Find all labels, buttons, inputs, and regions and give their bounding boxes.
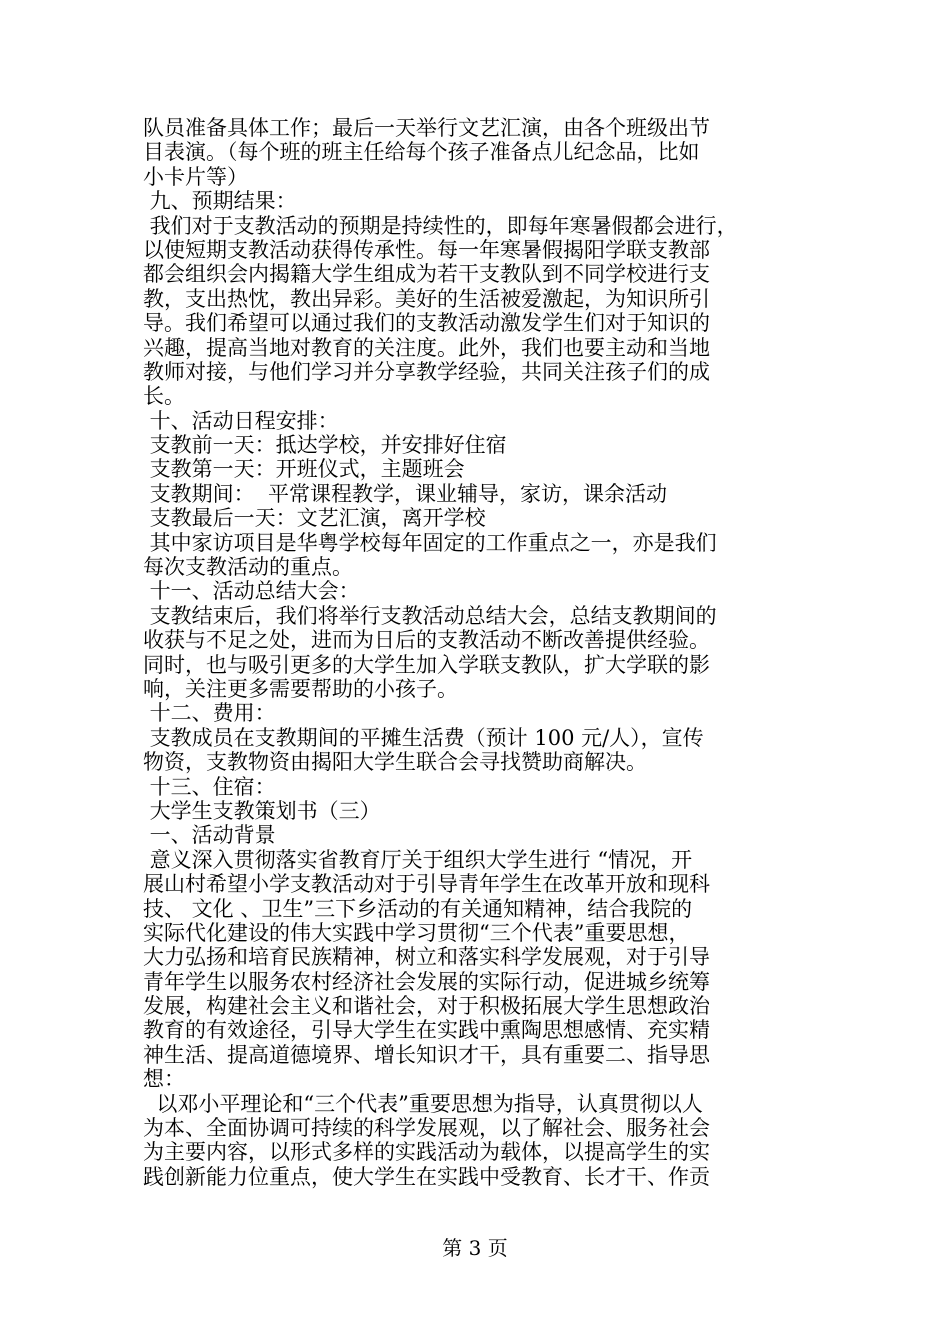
- page-number: 第 3 页: [442, 1236, 508, 1260]
- text-line: 青年学生以服务农村经济社会发展的实际行动，促进城乡统筹: [143, 969, 710, 994]
- text-line: 长。: [143, 384, 185, 409]
- text-line: 展山村希望小学支教活动对于引导青年学生在改革开放和现科: [143, 872, 710, 897]
- text-line: 每次支教活动的重点。: [143, 555, 353, 580]
- text-line: 想：: [143, 1067, 185, 1092]
- text-line: 兴趣，提高当地对教育的关注度。此外，我们也要主动和当地: [143, 335, 710, 360]
- document-body: [143, 116, 815, 1189]
- text-line: 九、预期结果：: [143, 189, 297, 214]
- text-line: 教师对接，与他们学习并分享教学经验，共同关注孩子们的成: [143, 359, 710, 384]
- text-line: 支教最后一天：文艺汇演，离开学校: [143, 506, 486, 531]
- text-line: 小卡片等）: [143, 164, 248, 189]
- text-line: 导。我们希望可以通过我们的支教活动激发学生们对于知识的: [143, 311, 710, 336]
- text-line: 支教前一天：抵达学校，并安排好住宿: [143, 433, 507, 458]
- text-line: 教，支出热忱，教出异彩。美好的生活被爱激起，为知识所引: [143, 286, 710, 311]
- text-line: 以使短期支教活动获得传承性。每一年寒暑假揭阳学联支教部: [143, 237, 710, 262]
- text-line: 践创新能力位重点，使大学生在实践中受教育、长才干、作贡: [143, 1164, 710, 1189]
- text-line: 收获与不足之处，进而为日后的支教活动不断改善提供经验。: [143, 628, 710, 653]
- text-line: 目表演。（每个班的班主任给每个孩子准备点儿纪念品，比如: [143, 140, 700, 165]
- text-line: 为主要内容，以形式多样的实践活动为载体，以提高学生的实: [143, 1140, 710, 1165]
- text-line: 一、活动背景: [143, 823, 276, 848]
- text-line: 支教第一天：开班仪式，主题班会: [143, 457, 465, 482]
- text-line: 大学生支教策划书（三）: [143, 798, 381, 823]
- text-line: 其中家访项目是华粤学校每年固定的工作重点之一，亦是我们: [143, 530, 717, 555]
- text-line: 支教期间： 平常课程教学，课业辅导，家访，课余活动: [143, 481, 668, 506]
- text-line: 技、 文化 、卫生”三下乡活动的有关通知精神，结合我院的: [143, 896, 693, 921]
- text-line: 十、活动日程安排：: [143, 408, 339, 433]
- text-line: 物资，支教物资由揭阳大学生联合会寻找赞助商解决。: [143, 750, 647, 775]
- text-line: 都会组织会内揭籍大学生组成为若干支教队到不同学校进行支: [143, 262, 710, 287]
- text-line: 队员准备具体工作；最后一天举行文艺汇演，由各个班级出节: [143, 116, 710, 140]
- text-line: 同时，也与吸引更多的大学生加入学联支教队，扩大学联的影: [143, 652, 710, 677]
- text-line: 十二、费用：: [143, 701, 276, 726]
- text-line: 以邓小平理论和“三个代表”重要思想为指导，认真贯彻以人: [143, 1091, 703, 1116]
- text-line: 大力弘扬和培育民族精神，树立和落实科学发展观，对于引导: [143, 945, 710, 970]
- text-line: 实际代化建设的伟大实践中学习贯彻“三个代表”重要思想，: [143, 920, 690, 945]
- text-line: 十三、住宿：: [143, 774, 276, 799]
- text-line: 响，关注更多需要帮助的小孩子。: [143, 676, 458, 701]
- text-line: 十一、活动总结大会：: [143, 579, 360, 604]
- text-line: 支教成员在支教期间的平摊生活费（预计 100 元/人），宣传: [143, 725, 704, 750]
- text-line: 发展，构建社会主义和谐社会，对于积极拓展大学生思想政治: [143, 994, 710, 1019]
- text-line: 为本、全面协调可持续的科学发展观，以了解社会、服务社会: [143, 1116, 710, 1141]
- text-line: 意义深入贯彻落实省教育厅关于组织大学生进行 “情况，开: [143, 847, 693, 872]
- text-line: 神生活、提高道德境界、增长知识才干，具有重要二、指导思: [143, 1042, 710, 1067]
- text-line: 我们对于支教活动的预期是持续性的，即每年寒暑假都会进行，: [143, 213, 738, 238]
- text-line: 支教结束后，我们将举行支教活动总结大会，总结支教期间的: [143, 603, 717, 628]
- text-line: 教育的有效途径，引导大学生在实践中熏陶思想感情、充实精: [143, 1018, 710, 1043]
